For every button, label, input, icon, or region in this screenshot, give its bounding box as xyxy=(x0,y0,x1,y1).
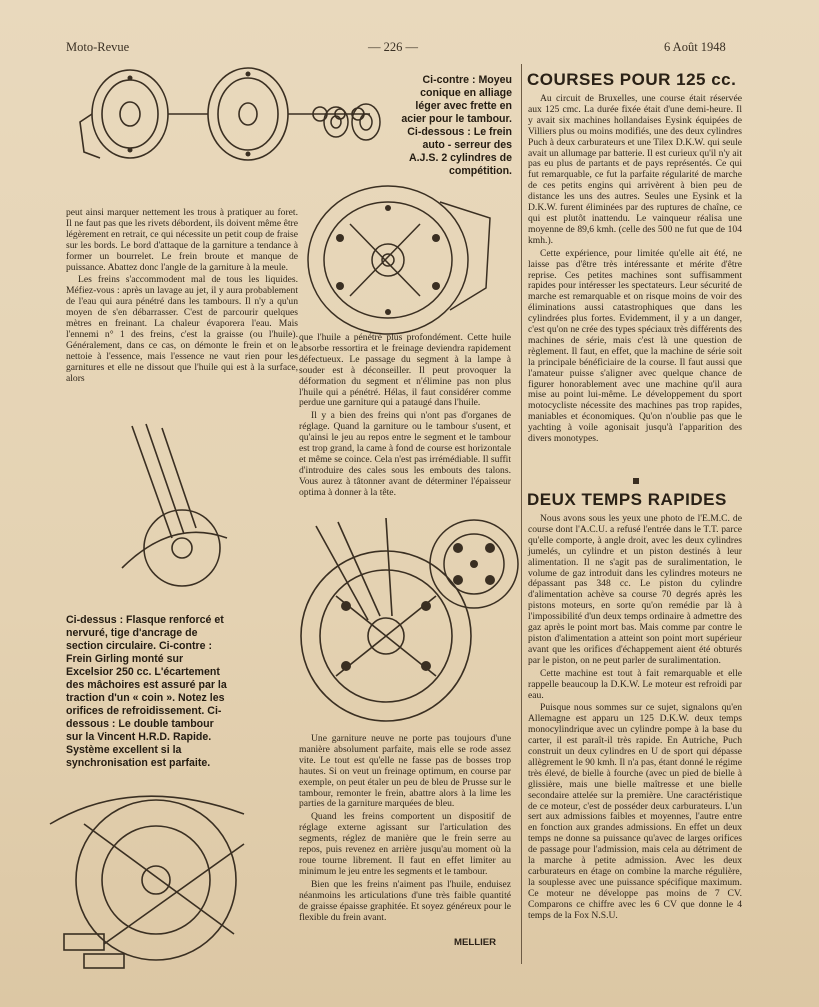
caption-left xyxy=(66,614,230,770)
section-separator xyxy=(633,478,639,484)
article-paragraph: Puisque nous sommes sur ce sujet, signalons qu'en Allemagne est apparu un 125 D.K.W. deux temps monocylindrique avec un cylindre pompe à la base du carter, il est paraît-il très rapide. En Autriche, Puch construit un deux cylindres en U de sport qui dépasse allègrement le 90 kmh. Il n'a pas, étant donné le régime très élevé, de bielle à fourche (avec un pied de bielle à glissière, mais une bielle maîtresse et une bielle secondaire attelée sur la première. Une caractéristique de ce moteur, c'est de posséder deux carburateurs. L'un sert aux admissions faibles et moyennes, l'autre entre en fonction aux grandes admissions. En effet un deux temps ne donne sa puissance qu'avec de larges orifices de passage pour l'admission, mais cela au détriment de la marche à petite admission. Avec les deux carburateurs en étage on combine la marche régulière, la souplesse avec une puissance spécifique maximum. Ce moteur ne développe pas moins de 7 CV. Comparons ce chiffre avec les 6 CV que donne le 4 temps de la Fox N.S.U. xyxy=(528,702,742,921)
page-number: — 226 — xyxy=(368,40,418,54)
column-divider xyxy=(521,64,522,964)
article-paragraph: Nous avons sous les yeux une photo de l'E.M.C. de course dont l'A.C.U. a refusé l'entrée dans le T.T. parce qu'elle comporte, à angle droit, avec les deux cylindres jumelés, un cylindre et un piston destinés à leur alimentation. Il ne s'agit pas de suralimentation, le volume de gaz introduit dans les cylindres moteurs ne dépassant pas 348 cc. Le piston du cylindre d'alimentation achève sa course 70 degrés après les pistons moteurs, en sorte qu'on remédie par là à l'impossibilité d'un deux temps ordinaire à admettre des gaz après le point mort bas. Mais comme par contre le piston d'alimentation a atteint son point mort supérieur avant que les orifices d'échappement aient été obturés par le piston, on ne peut parler de suralimentation. xyxy=(528,513,742,666)
issue-date: 6 Août 1948 xyxy=(664,40,726,54)
middle-column-block-1 xyxy=(299,333,511,501)
left-column-text xyxy=(66,208,298,387)
middle-paragraph: que l'huile a pénétré plus profondément. Cette huile absorbe ressortira et le freinage deviendra rapidement défectueux. Le passage du segment à la lampe à souder est à déconseiller. Il peut provoquer la déformation du segment et n'élimine pas non plus l'huile qui a pénétré. Hélas, il faut considérer comme perdue une garniture qui a pataugé dans l'huile. xyxy=(299,332,511,409)
author-signature: MELLIER xyxy=(454,937,497,948)
middle-paragraph: Bien que les freins n'aiment pas l'huile, enduisez néanmoins les articulations d'une très faible quantité de graisse épaisse graphitée. Et soyez généreux pour le flexible du frein avant. xyxy=(299,878,511,923)
middle-column-block-2 xyxy=(299,734,511,925)
caption-top xyxy=(394,74,512,178)
figure-ajs-brake xyxy=(300,178,500,338)
article-paragraph: Cette machine est tout à fait remarquable et elle rappelle beaucoup la D.K.W. Le moteur est refroidi par eau. xyxy=(528,667,742,701)
caption-top-text: Ci-contre : Moyeu conique en alliage léger avec frette en acier pour le tambour. Ci-dessous : Le frein auto - serreur des A.J.S. 2 cylindres de compétition. xyxy=(401,74,512,177)
left-paragraph: Les freins s'accommodent mal de tous les liquides. Méfiez-vous : après un lavage au jet, il y aura probablement de l'eau qui aura pénétré dans les tambours. Il n'y a qu'un moyen de s'en débarrasser. C'est de parcourir quelques mètres en freinant. La chaleur évaporera l'eau. Mais l'ennemi n° 1 des freins, c'est la graisse (ou l'huile). Généralement, dans ce cas, on démonte le frein et on le nettoie à l'essence, mais l'essence ne vaut rien pour les garnitures et elle ne dissout que l'huile qui est à la surface, alors xyxy=(66,274,298,384)
middle-paragraph: Il y a bien des freins qui n'ont pas d'organes de réglage. Quand la garniture ou le tambour s'usent, et qu'ainsi le jeu au repos entre le segment et le tambour est trop grand, la came à fond de course est horizontale et même se coince. Cela n'est pas irrémédiable. Il suffit d'introduire des cales sous les embouts des talons. Vous aurez à tâtonner avant de déterminer l'épaisseur optima à donner à la tête. xyxy=(299,410,511,498)
figure-hub-parts xyxy=(316,96,386,146)
figure-drum-holes xyxy=(418,514,522,614)
article-title-courses: COURSES POUR 125 cc. xyxy=(527,70,737,89)
caption-left-text: Ci-dessus : Flasque renforcé et nervuré, tige d'ancrage de section circulaire. Ci-contre : Frein Girling monté sur Excelsior 250 cc. L'écartement des mâchoires est assuré par la traction d'un « coin ». Notez les orifices de refroidissement. Ci-dessous : Le double tambour sur la Vincent H.R.D. Rapide. Système excellent si la synchronisation est parfaite. xyxy=(66,614,227,769)
figure-fork-flasque xyxy=(112,418,232,598)
article-paragraph: Cette expérience, pour limitée qu'elle ait été, ne laisse pas d'être très intéressante et mérite d'être reprise. Ces petites machines sont suffisamment rapides pour intéresser les spectateurs. Leur sécurité de marche est remarquable et on risque moins de voir des éliminations aussi catastrophiques que dans les cylindrées plus fortes. Evidemment, il y a un danger, c'est qu'on ne crée des types spéciaux très différents des machines de série, mais c'est là une question de règlement. Il faut, en effet, que la machine de série soit la principale bénéficiaire de la course. Il faut aussi que l'amateur puisse s'aligner avec quelque chance de figurer honorablement avec une machine qu'il aura mise au point lui-même. Le développement du sport motocycliste nécessite des machines pas trop rapides, maniables et économiques. Qu'on n'oublie pas que le yachting à voile agonisait jusqu'à l'apparition des divers monotypes. xyxy=(528,247,742,445)
figure-vincent-double-drum xyxy=(44,784,290,984)
middle-paragraph: Quand les freins comportent un dispositif de réglage externe agissant sur l'articulation des segments, réglez de manière que le frein serre au repos, puis revenez en arrière jusqu'au moment où la roue tourne librement. Il faut en effet limiter au minimum le jeu entre les segments et le tambour. xyxy=(299,811,511,877)
publication-name: Moto-Revue xyxy=(66,40,130,54)
article-courses-text xyxy=(528,94,742,447)
article-title-deux-temps: DEUX TEMPS RAPIDES xyxy=(527,490,727,509)
article-paragraph: Au circuit de Bruxelles, une course était réservée aux 125 cmc. La durée fixée était d'une demi-heure. Il y avait six machines hollandaises Eysink équipées de Villiers plus ou moins modifiés, une des deux cylindres Puch à deux carburateurs et une Tilex D.K.W. qui seule avait un allumage par batterie. Il est curieux qu'il n'y ait pas eu plus de partants et de pays représentés. Ce qui fut remarquable, ce fut la parfaite régularité de marche de ces petits engins qui arrivèrent à bien peu de distance les uns des autres. Seules une Eysink et la D.K.W. furent éliminées par des ruptures de chaîne, ce qui est plutôt inattendu. Le vainqueur réalisa une moyenne de 89,6 kmh. (celle des 500 ne fut que de 104 kmh.). xyxy=(528,93,742,246)
left-paragraph: peut ainsi marquer nettement les trous à pratiquer au foret. Il ne faut pas que les rivets débordent, ils doivent même être légèrement en retrait, ce qui nécessite un petit coup de fraise sur les bords. Le bord d'attaque de la garniture a tendance à former un bourrelet. Le frein broute et manque de puissance. Abattez donc l'angle de la garniture à la meule. xyxy=(66,207,299,273)
article-deux-temps-text xyxy=(528,514,742,924)
middle-paragraph: Une garniture neuve ne porte pas toujours d'une manière absolument parfaite, mais elle se rode assez vite. Le tout est qu'elle ne fasse pas de bosses trop hautes. Si on veut un freinage optimum, en course par exemple, on peut étaler un peu de bleu de Prusse sur le tambour, remonter le frein, abattre alors à la lime les parties de la garniture marquées de bleu. xyxy=(299,733,511,810)
